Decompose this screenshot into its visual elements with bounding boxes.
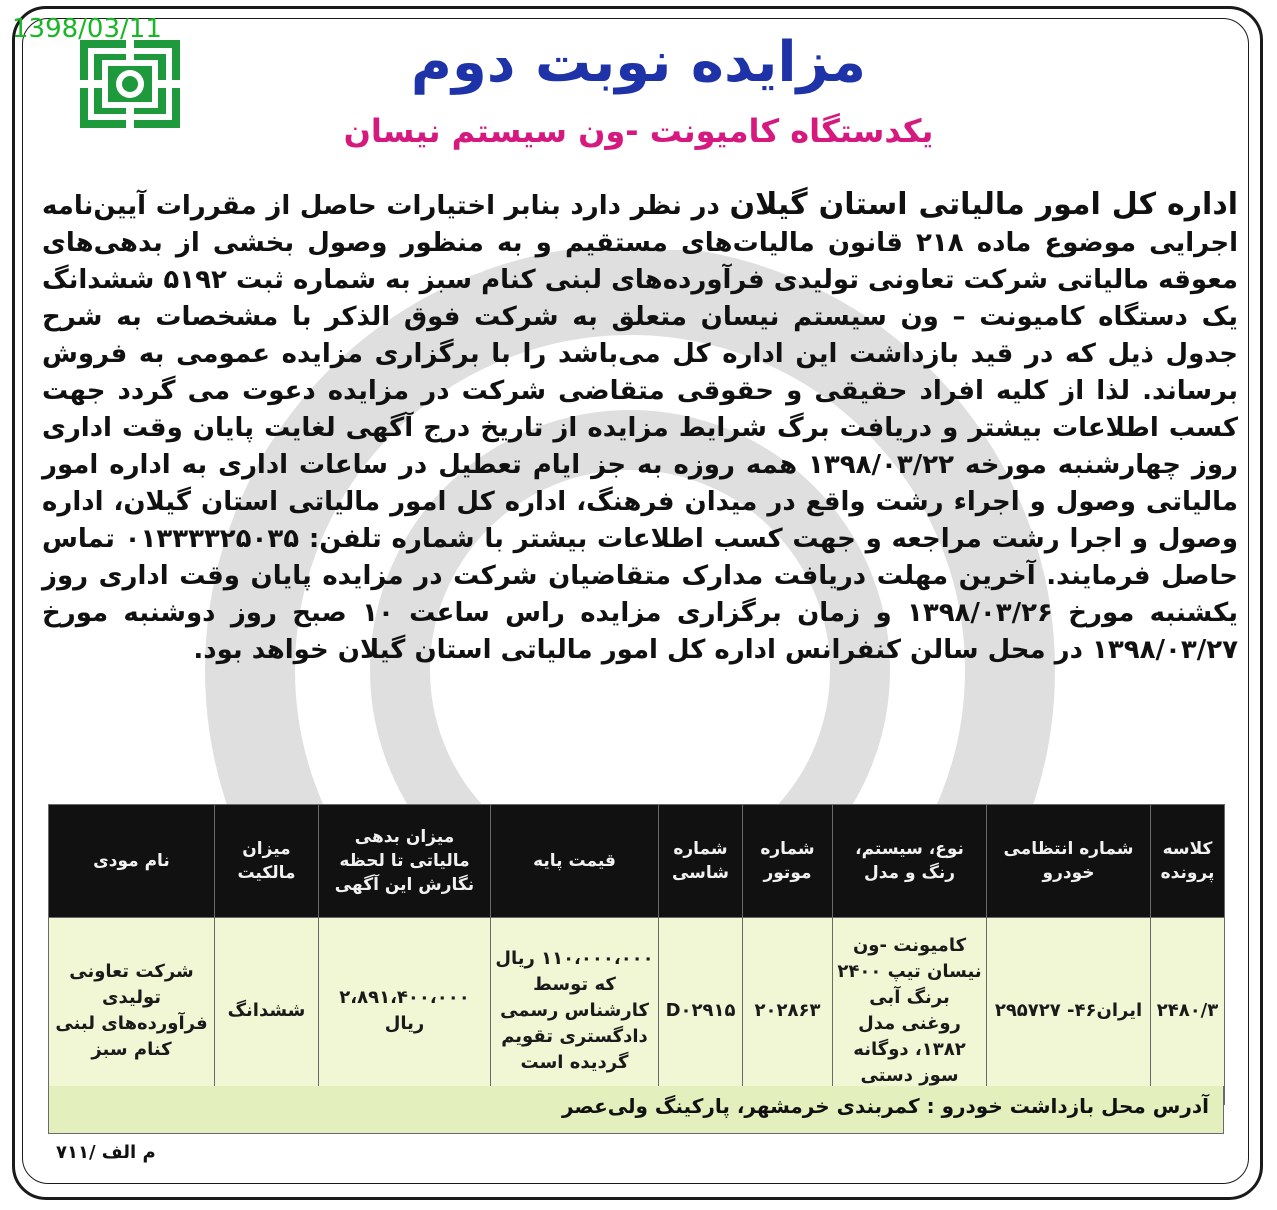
page-title: مزایده نوبت دوم [410, 30, 867, 95]
cell-engine-number: ۲۰۲۸۶۳ [743, 918, 833, 1105]
cell-base-price: ۱۱۰،۰۰۰،۰۰۰ ریال که توسط کارشناس رسمی دادگستری تقویم گردیده است [491, 918, 659, 1105]
announcement-text: در نظر دارد بنابر اختیارات حاصل از مقررات آیین‌نامه اجرایی موضوع ماده ۲۱۸ قانون مالیات‌های مستقیم و به منظور وصول بخشی از بدهی‌های معوقه مالیاتی شرکت تعاونی تولیدی فرآورده‌های لبنی کنام سبز به شماره ثبت ۵۱۹۲ ششدانگ یک دستگاه کامیونت – ون سیستم نیسان متعلق به شرکت فوق الذکر با مشخصات به شرح جدول ذیل که در قید بازداشت این اداره کل می‌باشد را با برگزاری مزایده عمومی به فروش برساند. لذا از کلیه افراد حقیقی و حقوقی متقاضی شرکت در مزایده دعوت می گردد جهت کسب اطلاعات بیشتر و دریافت برگ شرایط مزایده از تاریخ درج آگهی لغایت پایان وقت اداری روز چهارشنبه مورخه ۱۳۹۸/۰۳/۲۲ همه روزه به جز ایام تعطیل در ساعات اداری به اداره امور مالیاتی وصول و اجراء رشت واقع در میدان فرهنگ، اداره کل امور مالیاتی استان گیلان، اداره وصول و اجرا رشت مراجعه و جهت کسب اطلاعات بیشتر با شماره تلفن: ۰۱۳۳۳۳۲۵۰۳۵ تماس حاصل فرمایند. آخرین مهلت دریافت مدارک متقاضیان شرکت در مزایده پایان وقت اداری روز یکشنبه مورخ ۱۳۹۸/۰۳/۲۶ و زمان برگزاری مزایده راس ساعت ۱۰ صبح روز دوشنبه مورخ ۱۳۹۸/۰۳/۲۷ در محل سالن کنفرانس اداره کل امور مالیاتی استان گیلان خواهد بود. [42, 191, 1239, 665]
announcement-body [42, 186, 1238, 669]
cell-ownership: ششدانگ [215, 918, 319, 1105]
header-taxpayer-name: نام مودی [49, 805, 215, 918]
cell-taxpayer-name: شرکت تعاونی تولیدی فرآورده‌های لبنی کنام سبز [49, 918, 215, 1105]
issuer-name: اداره کل امور مالیاتی استان گیلان [729, 187, 1238, 222]
table-header-row [49, 805, 1225, 918]
header-engine-number: شماره موتور [743, 805, 833, 918]
header-tax-debt: میزان بدهی مالیاتی تا لحظه نگارش این آگهی [319, 805, 491, 918]
cell-vehicle-type: کامیونت -ون نیسان تیپ ۲۴۰۰ برنگ آبی روغنی مدل ۱۳۸۲، دوگانه سوز دستی [833, 918, 987, 1105]
reference-code: م الف /۷۱۱ [56, 1142, 156, 1163]
page-subtitle: یکدستگاه کامیونت -ون سیستم نیسان [343, 112, 934, 150]
cell-chassis-number: D۰۲۹۱۵ [659, 918, 743, 1105]
date-stamp: 1398/03/11 [12, 14, 162, 44]
header-chassis-number: شماره شاسی [659, 805, 743, 918]
cell-tax-debt: ۲،۸۹۱،۴۰۰،۰۰۰ ریال [319, 918, 491, 1105]
header-base-price: قیمت پایه [491, 805, 659, 918]
cell-case-number: ۲۴۸۰/۳ [1151, 918, 1225, 1105]
cell-plate-number: ایران۴۶- ۲۹۵۷۲۷ [987, 918, 1151, 1105]
header-ownership: میزان مالکیت [215, 805, 319, 918]
table-row [49, 918, 1225, 1105]
vehicle-address: آدرس محل بازداشت خودرو : کمربندی خرمشهر، پارکینگ ولی‌عصر [48, 1086, 1224, 1134]
vehicle-spec-table [48, 804, 1225, 1105]
header-case-number: کلاسه پرونده [1151, 805, 1225, 918]
header-plate-number: شماره انتظامی خودرو [987, 805, 1151, 918]
header-vehicle-type: نوع، سیستم، رنگ و مدل [833, 805, 987, 918]
